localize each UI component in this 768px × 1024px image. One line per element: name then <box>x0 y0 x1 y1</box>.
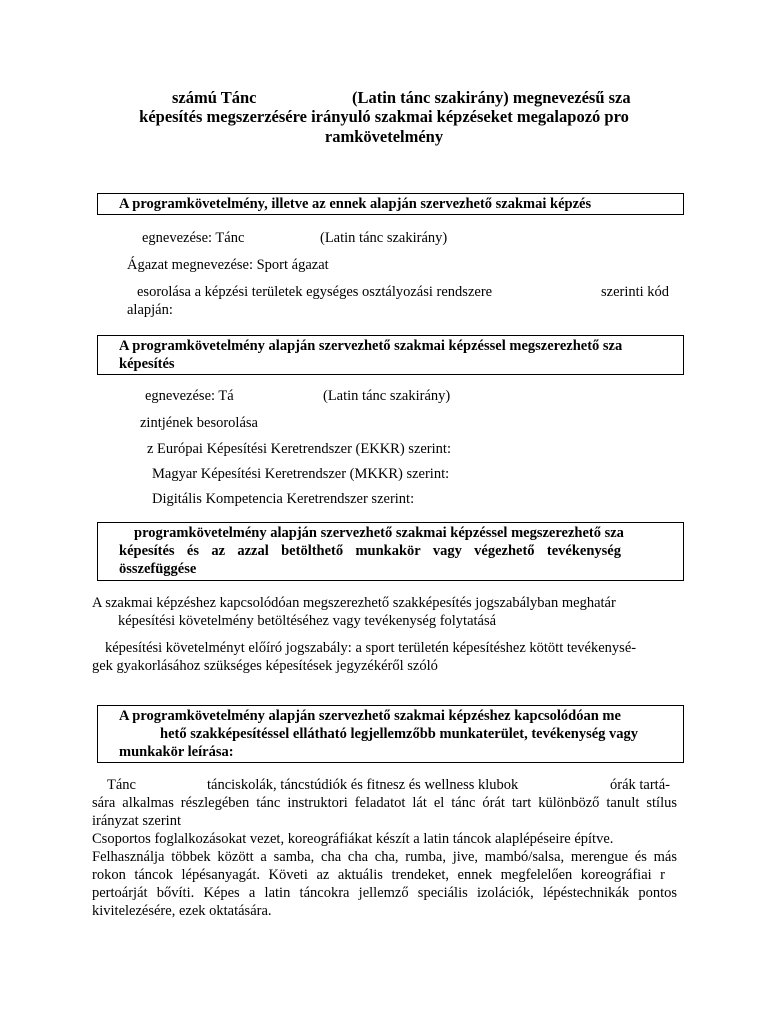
section2-level: zintjének besorolása <box>140 415 258 431</box>
section1-classification-line1-b: szerinti kód <box>601 284 670 300</box>
title-line2: képesítés megszerzésére irányuló szakmai képzéseket megalapozó pro <box>139 107 629 126</box>
section2-name-a: egnevezése: Tá <box>145 388 234 404</box>
section4-line2: sára alkalmas részlegében tánc instruktori feladatot lát el tánc órát tart különböző tanult stílus <box>92 795 677 811</box>
section2-heading-box <box>97 335 684 375</box>
section2-mkkr: Magyar Képesítési Keretrendszer (MKKR) szerint: <box>152 466 450 482</box>
section1-name-b: (Latin tánc szakirány) <box>320 230 448 246</box>
section2-heading-line2: képesítés <box>119 356 175 372</box>
section3-heading-line2: képesítés és az azzal betölthető munkakör vagy végezhető tevékenység <box>119 543 621 559</box>
section3-para2-line1: képesítési követelményt előíró jogszabály: a sport területén képesítéshez kötött tevékenysé- <box>105 640 637 656</box>
section1-classification-line1-a: esorolása a képzési területek egységes osztályozási rendszere <box>137 284 493 300</box>
section4-line5: Felhasználja többek között a samba, cha cha cha, rumba, jive, mambó/salsa, merengue és más <box>92 849 677 865</box>
section2-dkkr: Digitális Kompetencia Keretrendszer szerint: <box>152 491 415 507</box>
section4-line1-c: órák tartá- <box>610 777 670 793</box>
section1-heading: A programkövetelmény, illetve az ennek alapján szervezhető szakmai képzés <box>119 196 592 212</box>
title-line1-a: számú Tánc <box>172 88 257 107</box>
section3-heading-line3: összefüggése <box>119 561 197 577</box>
section3-para2-line2: gek gyakorlásához szükséges képesítések jegyzékéről szóló <box>92 658 438 674</box>
section1-name-a: egnevezése: Tánc <box>142 230 245 246</box>
section4-heading-line3: munkakör leírása: <box>119 744 234 760</box>
section3-heading-line1: programkövetelmény alapján szervezhető szakmai képzéssel megszerezhető sza <box>134 525 624 541</box>
section2-heading-line1: A programkövetelmény alapján szervezhető szakmai képzéssel megszerezhető sza <box>119 338 623 354</box>
title-line3: ramkövetelmény <box>324 127 444 146</box>
section1-heading-box <box>97 193 684 215</box>
section4-line1-b: tánciskolák, táncstúdiók és fitnesz és wellness klubok <box>207 777 519 793</box>
section1-classification-line2: alapján: <box>127 302 173 318</box>
section3-para1-line2: képesítési követelmény betöltéséhez vagy tevékenység folytatásá <box>118 613 497 629</box>
section4-line4: Csoportos foglalkozásokat vezet, koreográfiákat készít a latin táncok alaplépéseire építve. <box>92 831 614 847</box>
section4-line7: pertoárját bővíti. Képes a latin táncokra jellemző speciális izolációk, lépéstechnikák pontos <box>92 885 677 901</box>
section3-para1-line1: A szakmai képzéshez kapcsolódóan megszerezhető szakképesítés jogszabályban meghatár <box>92 595 616 611</box>
section4-line6: rokon táncok lépésanyagát. Követi az aktuális trendeket, ennek megfelelően koreográfiai r <box>92 867 665 883</box>
section1-sector: Ágazat megnevezése: Sport ágazat <box>127 257 329 273</box>
section3-heading-box <box>97 522 684 581</box>
section4-heading-line2: hető szakképesítéssel ellátható legjellemzőbb munkaterület, tevékenység vagy <box>160 726 639 742</box>
section4-heading-line1: A programkövetelmény alapján szervezhető szakmai képzéshez kapcsolódóan me <box>119 708 621 724</box>
section2-name-b: (Latin tánc szakirány) <box>323 388 451 404</box>
section4-line1-a: Tánc <box>107 777 136 793</box>
section2-ekkr: z Európai Képesítési Keretrendszer (EKKR) szerint: <box>147 441 451 457</box>
section4-line3: irányzat szerint <box>92 813 181 829</box>
section4-heading-box <box>97 705 684 763</box>
title-line1-b: (Latin tánc szakirány) megnevezésű sza <box>352 88 631 107</box>
section4-line8: kivitelezésére, ezek oktatására. <box>92 903 272 919</box>
